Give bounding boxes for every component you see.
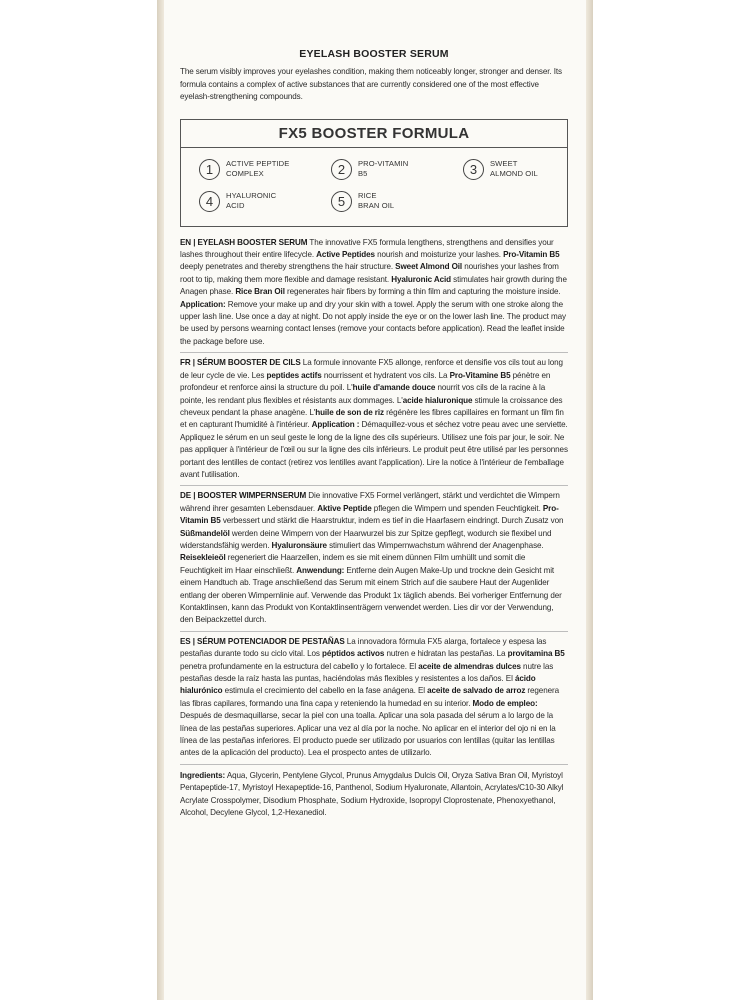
bold-term: ES | SÉRUM POTENCIADOR DE PESTAÑAS — [180, 636, 345, 646]
bold-term: provitamina B5 — [507, 649, 565, 659]
number-circle-icon: 4 — [199, 191, 220, 212]
number-circle-icon: 5 — [331, 191, 352, 212]
ingredients-text: Aqua, Glycerin, Pentylene Glycol, Prunus Amygdalus Dulcis Oil, Oryza Sativa Bran Oil, Myristoyl Pentapeptide-17, Myristoyl Hexapeptide-16, Panthenol, Sodium Hyaluronate, Allantoin, Acrylates/C10-30 Alkyl Acrylate Crosspolymer, Disodium Phosphate, Sodium Hydroxide, Isopropyl Cloprostenate, Phenoxyethanol, Alcohol, Decylene Glycol, 1,2-Hexanediol. — [180, 770, 564, 818]
label-content — [180, 48, 568, 820]
ingredients-label: Ingredients: — [180, 770, 226, 780]
formula-title: FX5 BOOSTER FORMULA — [181, 120, 567, 148]
body-text: nutren e hidratan las pestañas. La — [384, 649, 508, 659]
bold-term: Application: — [180, 299, 226, 309]
bold-term: Pro-Vitamine B5 — [449, 370, 511, 380]
body-text: régénère les fibres capillaires en formant un film fin et en capturant l'humidité à l'intérieur. — [180, 407, 564, 430]
bold-term: DE | BOOSTER WIMPERNSERUM — [180, 491, 307, 501]
bold-term: FR | SÉRUM BOOSTER DE CILS — [180, 358, 301, 368]
body-text: Después de desmaquillarse, secar la piel con una toalla. Aplicar una sola pasada del sérum a lo largo de la línea de las pestañas superiores. Aplicar una vez al día por la noche. No aplicar en el interior del ojo ni en la línea de las pestañas inferiores. El producto puede ser utilizado por usuarios con lentillas (quitar las lentillas antes de la aplicación del producto). Lea el prospecto antes de utilizarlo. — [180, 711, 556, 758]
bold-term: Active Peptides — [316, 250, 375, 260]
box-edge-left — [157, 0, 164, 1000]
formula-item — [331, 191, 424, 212]
bold-term: huile de son de riz — [315, 407, 384, 417]
formula-item-label: ACTIVE PEPTIDE COMPLEX — [226, 158, 290, 179]
section-fr — [180, 357, 568, 486]
bold-term: Modo de empleo: — [472, 698, 538, 708]
section-de-text — [180, 490, 568, 626]
body-text: nourishes your lashes from root to tip, making them more flexible and damage resistant. — [180, 262, 559, 284]
body-text: deeply penetrates and thereby strengthens the hair structure. — [180, 262, 396, 272]
ingredients-list — [180, 769, 568, 820]
bold-term: aceite de almendras dulces — [418, 661, 521, 671]
bold-term: acide hialuronique — [402, 395, 473, 405]
formula-item-label: PRO-VITAMIN B5 — [358, 158, 409, 179]
body-text: regenerates hair fibers by forming a thin film and capturing the moisture inside. — [284, 287, 561, 297]
formula-item-label: HYALURONIC ACID — [226, 190, 277, 211]
body-text: Die innovative FX5 Formel verlängert, stärkt und verdichtet die Wimpern während ihrer gesamten Lebensdauer. — [180, 491, 560, 513]
bold-term: Pro-Vitamin B5 — [180, 503, 559, 526]
formula-ingredients — [181, 148, 567, 226]
bold-term: EN | EYELASH BOOSTER SERUM — [180, 237, 308, 247]
bold-term: Hyaluronsäure — [271, 540, 327, 550]
bold-term: Reisekleieöl — [180, 553, 226, 563]
body-text: La formule innovante FX5 allonge, renforce et densifie vos cils tout au long de leur cycle de vie. Les — [180, 358, 563, 380]
body-text: penetra profundamente en la estructura del cabello y lo fortalece. El — [180, 661, 419, 671]
formula-box — [180, 119, 568, 227]
body-text: regeneriert die Haarzellen, indem es sie mit einem dünnen Film umhüllt und somit die Feuchtigkeit im Haar einschließt. — [180, 553, 526, 575]
bold-term: Application : — [311, 420, 360, 430]
formula-item — [463, 159, 556, 180]
body-text: La innovadora fórmula FX5 alarga, fortalece y espesa las pestañas durante todo su ciclo vital. Los — [180, 636, 547, 659]
body-text: stimule la croissance des cheveux pendant la phase anagène. L' — [180, 395, 563, 417]
body-text: pénètre en profondeur et renforce ainsi la structure du poil. L' — [180, 370, 551, 393]
body-text: nourish and moisturize your lashes. — [374, 250, 504, 260]
body-text: pflegen die Wimpern und spenden Feuchtigkeit. — [371, 503, 543, 513]
section-de — [180, 490, 568, 631]
bold-term: Hyaluronic Acid — [391, 274, 452, 284]
body-text: nourrit vos cils de la racine à la pointe, les rendant plus flexibles et résistants aux dommages. L' — [180, 383, 546, 405]
formula-item — [199, 159, 292, 180]
bold-term: ácido hialurónico — [180, 674, 536, 696]
body-text: The innovative FX5 formula lengthens, strengthens and densifies your lashes throughout their entire lifecycle. — [180, 237, 554, 260]
body-text: estimula el crecimiento del cabello en la fase anágena. El — [222, 686, 428, 696]
body-text: regenera las fibras capilares, formando una fina capa y reteniendo la humedad en su interior. — [180, 686, 560, 708]
bold-term: peptides actifs — [266, 370, 322, 380]
number-circle-icon: 1 — [199, 159, 220, 180]
body-text: Démaquillez-vous et séchez votre peau avec une serviette. Appliquez le sérum en un seul geste le long de la ligne des cils supérieurs. Utilisez une fois par jour, le soir. Ne pas appliquer à l'intérieur de l'œil ou sur la ligne des cils inférieurs. Le produit peut être utilisé par les personnes portant des lentilles de contact (retirez vos lentilles avant l'application). Lire la notice à l'intérieur de l'emballage avant l'utilisation. — [180, 420, 568, 479]
body-text: stimuliert das Wimpernwachstum während der Anagenphase. — [326, 540, 544, 550]
formula-item-label: RICE BRAN OIL — [358, 190, 395, 211]
bold-term: Sweet Almond Oil — [395, 262, 463, 272]
section-es-text — [180, 636, 568, 760]
bold-term: Süßmandelöl — [180, 528, 230, 538]
number-circle-icon: 2 — [331, 159, 352, 180]
formula-item — [331, 159, 424, 180]
body-text: verbessert und stärkt die Haarstruktur, indem es tief in die Haarfasern eindringt. Durch Zusatz von — [220, 516, 564, 526]
body-text: stimulates hair growth during the Anagen phase. — [180, 274, 567, 297]
formula-item-label: SWEET ALMOND OIL — [490, 158, 538, 179]
body-text: werden deine Wimpern von der Haarwurzel bis zur Spitze gepflegt, wodurch sie flexibel und widerstandsfähig werden. — [180, 528, 552, 550]
formula-item — [199, 191, 292, 212]
body-text: Entferne dein Augen Make-Up und trockne dein Gesicht mit einem Handtuch ab. Trage anschließend das Serum mit einem Strich auf die saubere Haut der Augenlider entlang der oberen Wimpernlinie auf. Verwende das Produkt 1x täglich abends. Bei vorheriger Entfernung der Kontaktlinsen, kann das Produkt von Kontaktlinsenträgern verwendet werden. Lies dir vor der Verwendung, den Beipackzettel durch. — [180, 565, 562, 625]
body-text: nourrissent et hydratent vos cils. La — [321, 370, 450, 380]
body-text: nutre las pestañas desde la raíz hasta las puntas, haciéndolas más flexibles y resistentes a los daños. El — [180, 661, 554, 684]
section-es — [180, 636, 568, 765]
bold-term: Rice Bran Oil — [235, 287, 285, 297]
number-circle-icon: 3 — [463, 159, 484, 180]
section-en-text — [180, 237, 568, 349]
bold-term: péptidos activos — [322, 649, 385, 659]
product-title: EYELASH BOOSTER SERUM — [299, 48, 449, 60]
bold-term: Pro-Vitamin B5 — [503, 250, 560, 260]
bold-term: huile d'amande douce — [352, 383, 436, 393]
bold-term: Anwendung: — [296, 565, 345, 575]
bold-term: aceite de salvado de arroz — [427, 686, 526, 696]
product-intro: The serum visibly improves your eyelashes condition, making them noticeably longer, stronger and denser. Its formula contains a complex of active substances that are currently considered one of the most effective eyelash-strengthening compounds. — [180, 67, 562, 102]
box-edge-right — [586, 0, 593, 1000]
body-text: Remove your make up and dry your skin with a towel. Apply the serum with one stroke along the upper lash line. Use once a day at night. Do not apply inside the eye or on the lower lash line. The product may be used by persons wearning contact lenses (remove your contacts before application). Read the leaflet inside the package before use. — [180, 299, 566, 346]
section-en — [180, 237, 568, 354]
bold-term: Aktive Peptide — [317, 503, 372, 513]
section-fr-text — [180, 357, 568, 481]
